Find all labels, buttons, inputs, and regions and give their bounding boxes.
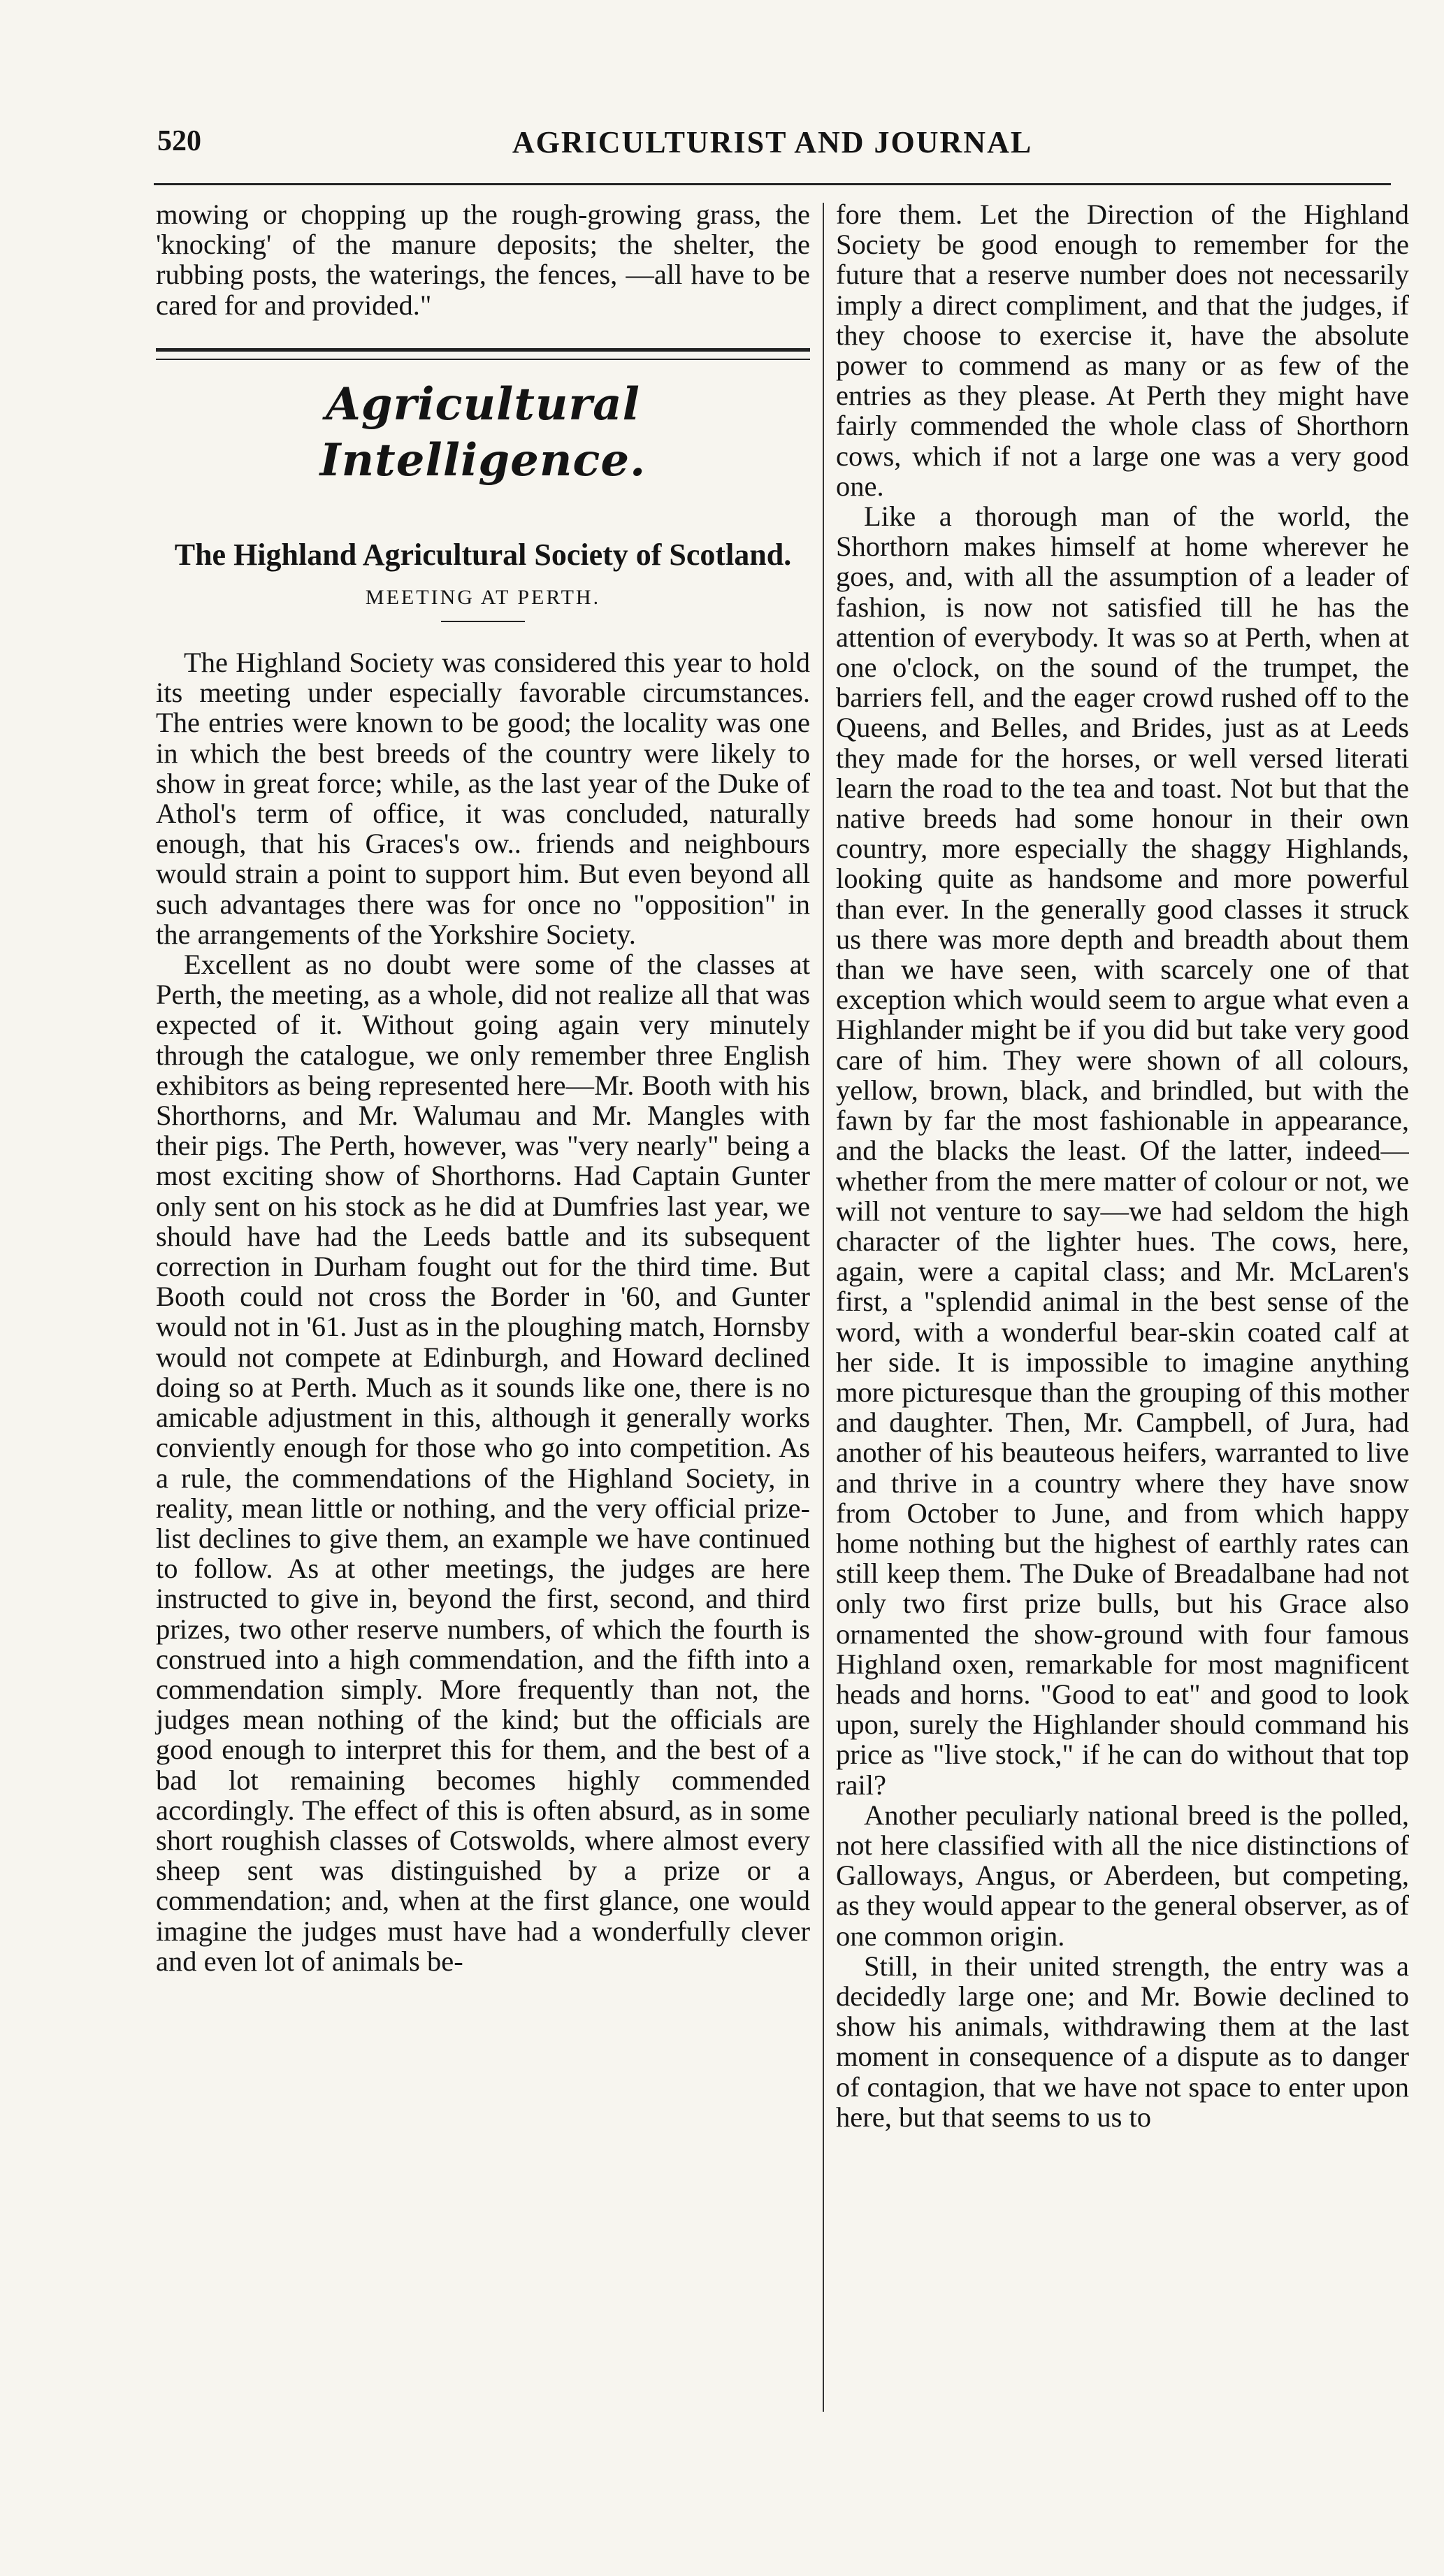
article-subtitle: MEETING AT PERTH. [365, 585, 601, 609]
paragraph: Excellent as no doubt were some of the classes at Perth, the meeting, as a whole, did not realize all that was expected of it. Without going again very minutely through the catalogue, we only remember three English exhibitors as being represented here—Mr. Booth with his Shorthorns, and Mr. Walumau and Mr. Mangles with their pigs. The Perth, however, was "very nearly" being a most exciting show of Shorthorns. Had Captain Gunter only sent on his stock as he did at Dumfries last year, we should have had the Leeds battle and its subsequent correction in Durham fought out for the third time. But Booth could not cross the Border in '60, and Gunter would not in '61. Just as in the ploughing match, Hornsby would not compete at Edinburgh, and Howard declined doing so at Perth. Much as it sounds like one, there is no amicable adjustment in this, although it generally works conviently enough for those who go into competition. As a rule, the commendations of the Highland Society, in reality, mean little or nothing, and the very official prize-list declines to give them, an example we have continued to follow. As at other meetings, the judges are here instructed to give in, beyond the first, second, and third prizes, two other reserve numbers, of which the fourth is construed into a high commendation, and the fifth into a commendation simply. More frequently than not, the judges mean nothing of the kind; but the officials are good enough to interpret this for them, and the best of a bad lot remaining becomes highly commended accordingly. The effect of this is often absurd, as in some short roughish classes of Cotswolds, where almost every sheep sent was distinguished by a prize or a commendation; and, when at the first glance, one would imagine the judges must have had a wonderfully clever and even lot of animals be- [156, 949, 810, 1977]
running-title: AGRICULTURIST AND JOURNAL [512, 125, 1033, 159]
page-number: 520 [157, 125, 201, 157]
section-rule [156, 348, 810, 360]
paragraph: The Highland Society was considered this year to hold its meeting under especially favorable circumstances. The entries were known to be good; the locality was one in which the best breeds of the country were likely to show in great force; while, as the last year of the Duke of Athol's term of office, it was concluded, naturally enough, that his Graces's ow.. friends and neighbours would strain a point to support him. But even beyond all such advantages there was for once no "opposition" in the arrangements of the Yorkshire Society. [156, 647, 810, 950]
article-title: The Highland Agricultural Society of Scotland. [174, 537, 792, 572]
left-column [156, 199, 810, 1976]
opening-text: mowing or chopping up the rough-growing grass, the 'knocking' of the manure deposits; the shelter, the rubbing posts, the waterings, the fences, —all have to be cared for and provided." [156, 199, 810, 321]
paragraph: fore them. Let the Direction of the Highland Society be good enough to remember for the future that a reserve number does not necessarily imply a direct compliment, and that the judges, if they choose to exercise it, have the absolute power to commend as many or as few of the entries as they please. At Perth they might have fairly commended the whole class of Shorthorn cows, which if not a large one was a very good one. [836, 199, 1409, 502]
page-header [157, 124, 1387, 173]
section-title: Agricultural Intelligence. [319, 377, 647, 487]
column-divider [823, 203, 824, 2412]
header-rule [154, 183, 1391, 185]
paragraph: Like a thorough man of the world, the Shorthorn makes himself at home wherever he goes, and, with all the assumption of a leader of fashion, is now not satisfied till he has the attention of everybody. It was so at Perth, when at one o'clock, on the sound of the trumpet, the barriers fell, and the eager crowd rushed off to the Queens, and Belles, and Brides, just as at Leeds they made for the horses, or well versed literati learn the road to the tea and toast. Not but that the native breeds had some honour in their own country, more especially the shaggy Highlands, looking quite as handsome and more powerful than ever. In the generally good classes it struck us there was more depth and breadth about them than we have seen, with scarcely one of that exception which would seem to argue what even a Highlander might be if you did but take very good care of him. They were shown of all colours, yellow, brown, black, and brindled, but with the fawn by far the most fashionable in appearance, and the blacks the least. Of the latter, indeed—whether from the mere matter of colour or not, we will not venture to say—we had seldom the high character of the lighter hues. The cows, here, again, were a capital class; and Mr. McLaren's first, a "splendid animal in the best sense of the word, with a wonderful bear-skin coated calf at her side. It is impossible to imagine anything more picturesque than the grouping of this mother and daughter. Then, Mr. Campbell, of Jura, had another of his beauteous heifers, warranted to live and thrive in a country where they have snow from October to June, and from which happy home nothing but the highest of earthly rates can still keep them. The Duke of Breadalbane had not only two first prize bulls, but his Grace also ornamented the show-ground with four famous Highland oxen, remarkable for most magnificent heads and horns. "Good to eat" and good to look upon, surely the Highlander should command his price as "live stock," if he can do without that top rail? [836, 501, 1409, 1801]
right-column [836, 199, 1409, 2132]
subtitle-rule [441, 621, 525, 622]
paragraph: Another peculiarly national breed is the polled, not here classified with all the nice distinctions of Galloways, Angus, or Aberdeen, but competing, as they would appear to the general observer, as of one common origin. [836, 1799, 1409, 1952]
paragraph: Still, in their united strength, the entry was a decidedly large one; and Mr. Bowie declined to show his animals, withdrawing them at the last moment in consequence of a dispute as to danger of contagion, that we have not space to enter upon here, but that seems to us to [836, 1950, 1409, 2132]
